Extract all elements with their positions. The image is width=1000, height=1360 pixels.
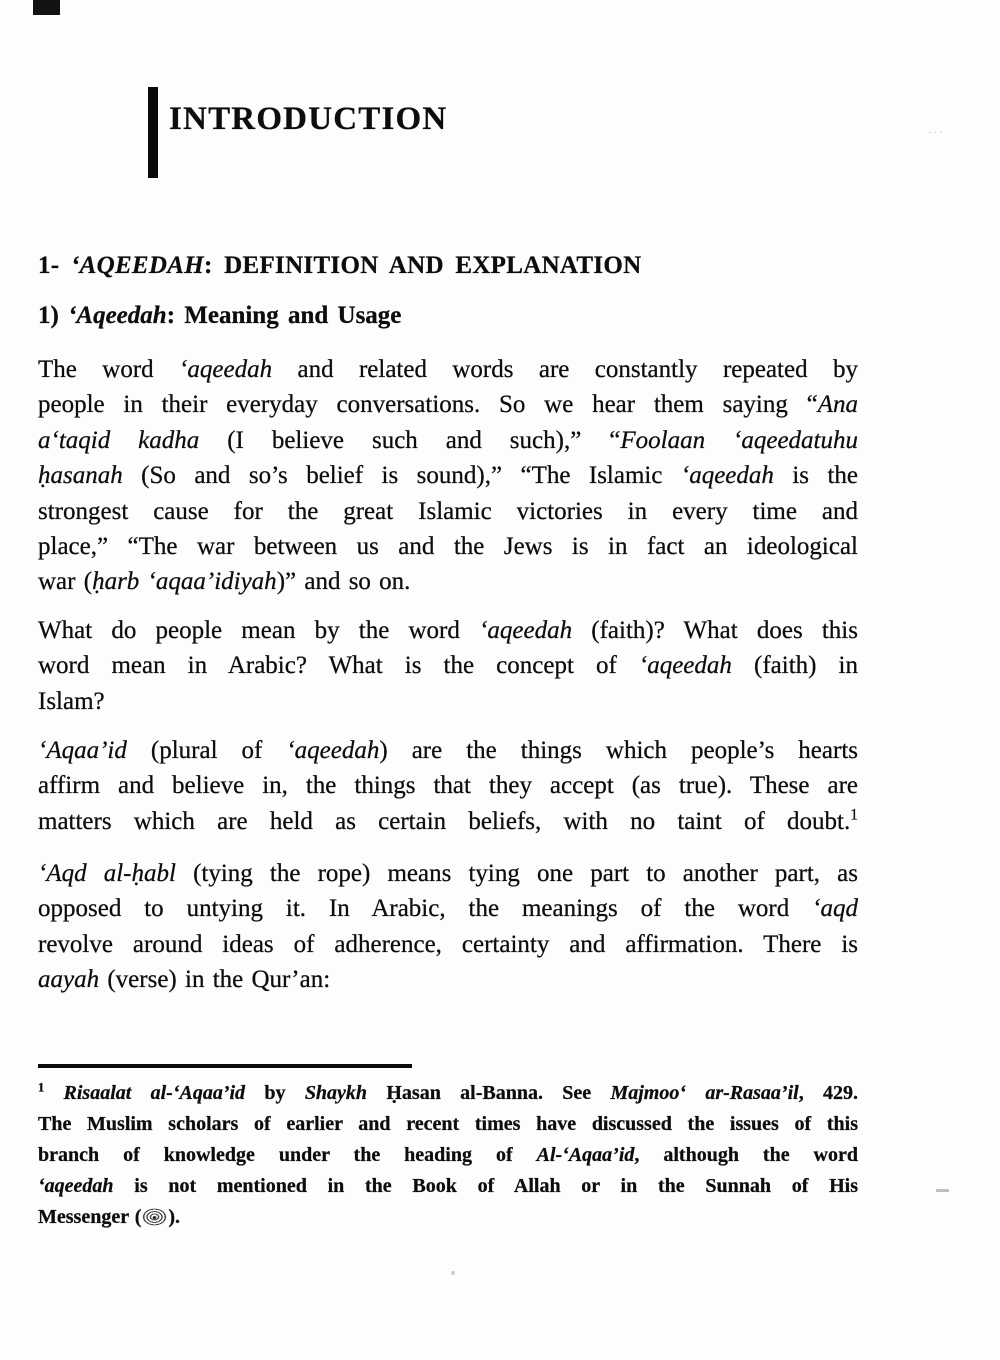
text-line: opposed to untying it. In Arabic, the meanings of the word ‘aqd <box>38 895 858 923</box>
text-line: revolve around ideas of adherence, certainty and affirmation. There is <box>38 930 858 958</box>
subsection-heading: 1) ‘Aqeedah: Meaning and Usage <box>38 302 402 329</box>
text-line: Islam? <box>38 687 105 715</box>
paragraph-1 <box>38 352 858 600</box>
text-line: ‘Aqd al-ḥabl (tying the rope) means tying one part to another part, as <box>38 860 858 887</box>
text-line: strongest cause for the great Islamic victories in every time and <box>38 497 858 525</box>
scan-artifact-dots: ··· <box>928 127 945 139</box>
text-line: ḥasanah (So and so’s belief is sound),” “The Islamic ‘aqeedah is the <box>38 462 859 490</box>
pbuh-calligraphy-icon <box>142 1208 167 1226</box>
section-heading: 1- ‘AQEEDAH: DEFINITION AND EXPLANATION <box>38 252 642 279</box>
text-line: aayah (verse) in the Qur’an: <box>38 966 331 994</box>
page-title: INTRODUCTION <box>169 101 448 137</box>
footnote-divider <box>38 1064 412 1068</box>
text-line: The Muslim scholars of earlier and recent times have discussed the issues of this <box>38 1113 858 1135</box>
text-line: The word ‘aqeedah and related words are constantly repeated by <box>38 356 858 383</box>
footnote <box>38 1078 858 1233</box>
scan-artifact-dash <box>936 1189 949 1192</box>
text-line: war (ḥarb ‘aqaa’idiyah)” and so on. <box>38 568 411 596</box>
text-line: $^1$ Risaalat al-‘Aqaa’id by Shaykh Ḥasan al-Banna. See Majmoo‘ ar-Rasaa’il, 429. <box>38 1080 858 1104</box>
text-line: word mean in Arabic? What is the concept of ‘aqeedah (faith) in <box>38 652 858 680</box>
paragraph-2 <box>38 613 858 719</box>
text-line: Messenger ( ). <box>38 1206 181 1228</box>
paragraph-3 <box>38 733 858 839</box>
title-accent-bar <box>148 87 158 178</box>
text-line: affirm and believe in, the things that they accept (as true). These are <box>38 772 858 800</box>
scan-artifact-dot <box>451 1271 455 1275</box>
chapter-title-block <box>148 87 447 178</box>
text-line: ‘aqeedah is not mentioned in the Book of Allah or in the Sunnah of His <box>38 1175 858 1197</box>
text-line: place,” “The war between us and the Jews is in fact an ideological <box>38 533 858 561</box>
paragraph-4 <box>38 856 858 998</box>
text-line: matters which are held as certain beliefs, with no taint of doubt.$^1$ <box>38 806 858 835</box>
text-line: What do people mean by the word ‘aqeedah (faith)? What does this <box>38 617 858 644</box>
scan-artifact-corner <box>33 0 60 15</box>
text-line: ‘Aqaa’id (plural of ‘aqeedah) are the things which people’s hearts <box>38 737 858 764</box>
text-line: branch of knowledge under the heading of Al-‘Aqaa’id, although the word <box>38 1144 858 1166</box>
text-line: a‘taqid kadha (I believe such and such),” “Foolaan ‘aqeedatuhu <box>38 426 858 454</box>
text-line: people in their everyday conversations. So we hear them saying “Ana <box>38 391 858 419</box>
